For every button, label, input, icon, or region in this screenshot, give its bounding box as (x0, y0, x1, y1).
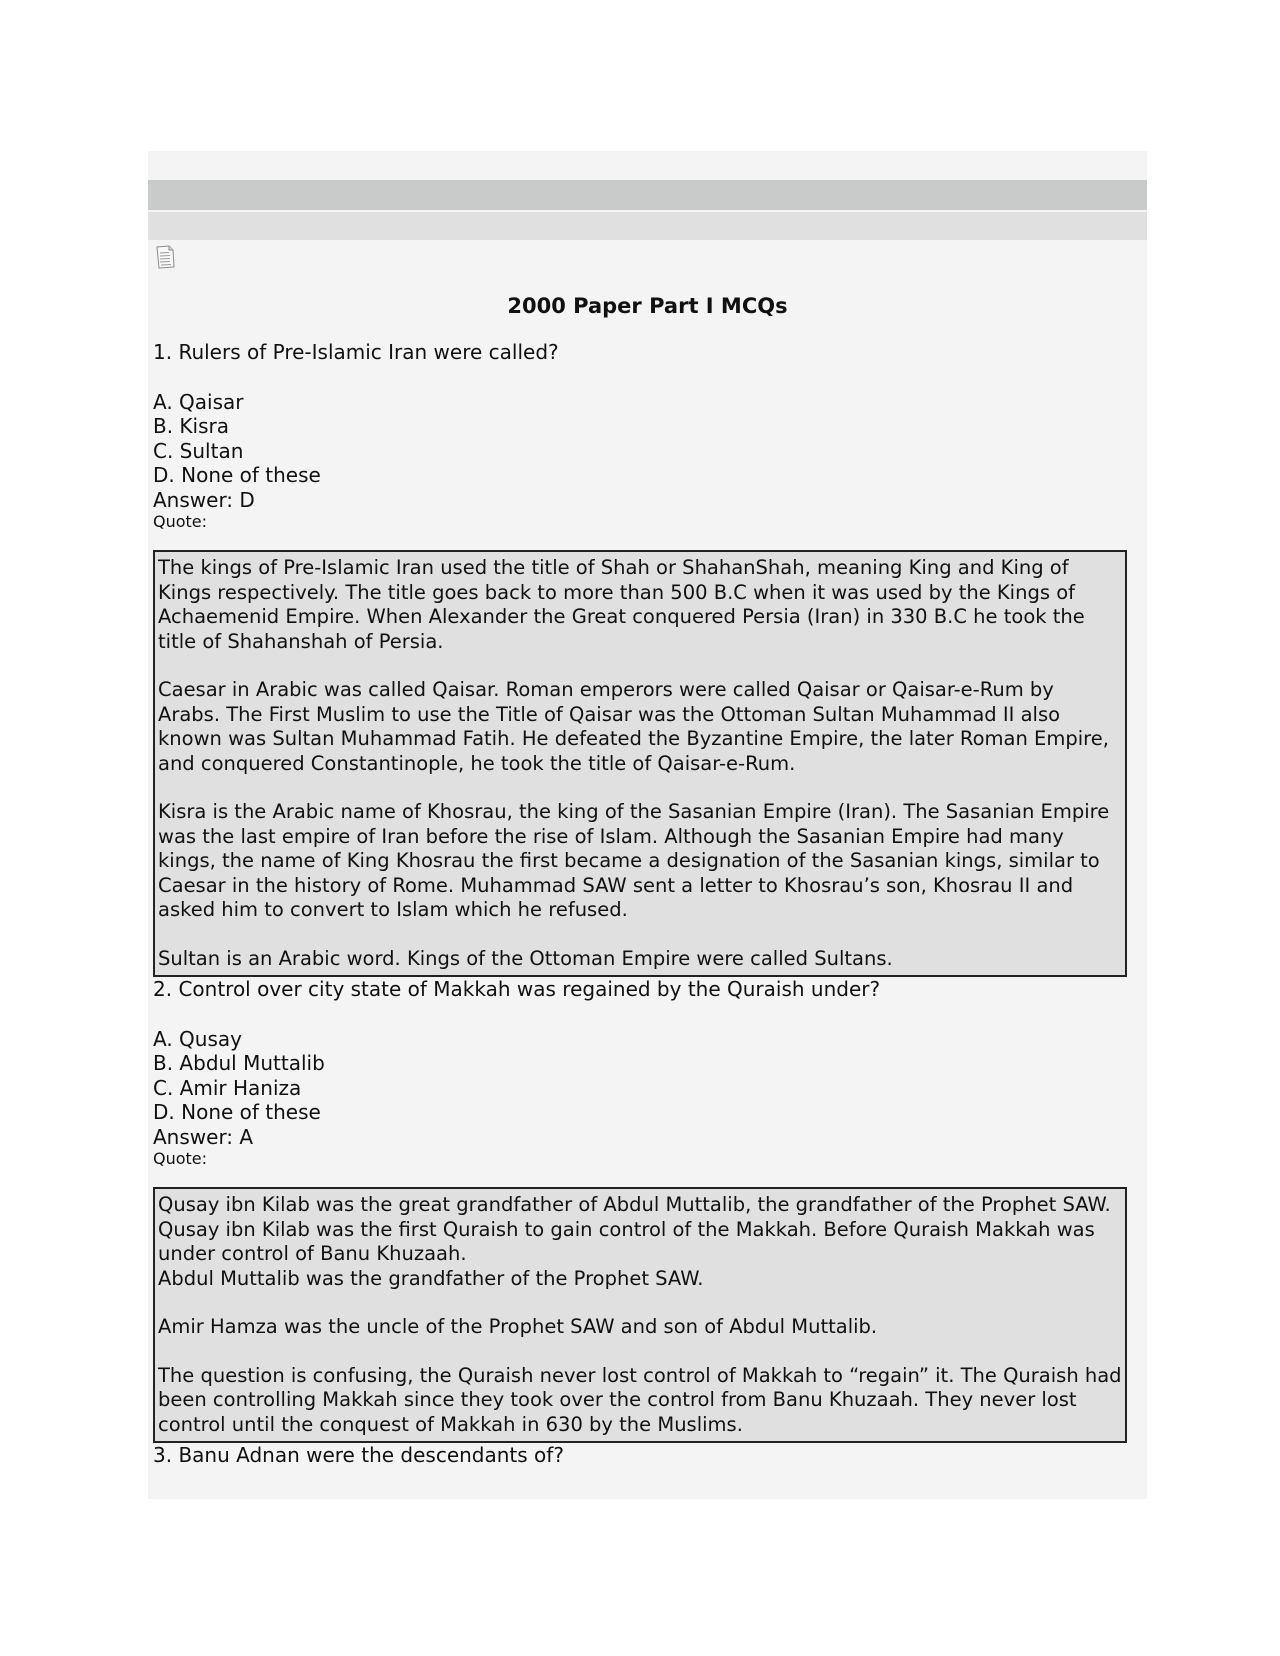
option-c: C. Amir Haniza (153, 1075, 302, 1100)
option-d: D. None of these (153, 463, 321, 487)
options-list (153, 1027, 1147, 1125)
question-text: 2. Control over city state of Makkah was regained by the Quraish under? (153, 977, 881, 1001)
quote-paragraph: Caesar in Arabic was called Qaisar. Roman emperors were called Qaisar or Qaisar-e-Rum by Arabs. The First Muslim to use the Title of Qaisar was the Ottoman Sultan Muhammad II also known was Sultan Muhammad Fatih. He defeated the Byzantine Empire, the later Roman Empire, and conquered Constantinople, he took the title of Qaisar-e-Rum. (158, 678, 1109, 775)
mcq-content (153, 340, 1147, 1468)
options-list (153, 390, 1147, 488)
header-bar (148, 180, 1147, 210)
question-1 (153, 340, 1147, 977)
quote-paragraph: Qusay ibn Kilab was the great grandfather of Abdul Muttalib, the grandfather of the Prophet SAW. Qusay ibn Kilab was the first Quraish to gain control of the Makkah. Before Quraish Makkah was under control of Banu Khuzaah. (158, 1193, 1111, 1265)
question-text: 3. Banu Adnan were the descendants of? (153, 1443, 564, 1467)
quote-box (153, 1187, 1127, 1443)
quote-label: Quote: (153, 512, 208, 531)
option-c: C. Sultan (153, 438, 244, 463)
quote-paragraph: Sultan is an Arabic word. Kings of the Ottoman Empire were called Sultans. (158, 946, 893, 970)
option-b: B. Abdul Muttalib (153, 1051, 325, 1075)
answer: Answer: A (153, 1124, 254, 1149)
quote-paragraph: Amir Hamza was the uncle of the Prophet SAW and son of Abdul Muttalib. (158, 1315, 878, 1338)
question-2 (153, 977, 1147, 1443)
question-text: 1. Rulers of Pre-Islamic Iran were called? (153, 340, 559, 364)
question-3 (153, 1443, 1147, 1468)
quote-box (153, 550, 1127, 977)
quote-paragraph: Kisra is the Arabic name of Khosrau, the king of the Sasanian Empire (Iran). The Sasanian Empire was the last empire of Iran before the rise of Islam. Although the Sasanian Empire had many kings, the name of King Khosrau the first became a designation of the Sasanian kings, similar to Caesar in the history of Rome. Muhammad SAW sent a letter to Khosrau’s son, Khosrau II and asked him to convert to Islam which he refused. (158, 800, 1110, 921)
quote-paragraph: Abdul Muttalib was the grandfather of the Prophet SAW. (158, 1266, 704, 1290)
answer: Answer: D (153, 487, 255, 512)
option-b: B. Kisra (153, 414, 230, 438)
option-a: A. Qaisar (153, 389, 244, 414)
subheader-bar (148, 212, 1147, 240)
quote-label: Quote: (153, 1149, 208, 1168)
page-title: 2000 Paper Part I MCQs (507, 294, 788, 318)
quote-paragraph: The question is confusing, the Quraish never lost control of Makkah to “regain” it. The Quraish had been controlling Makkah since they took over the control from Banu Khuzaah. They never lost control until the conquest of Makkah in 630 by the Muslims. (158, 1363, 1122, 1436)
option-d: D. None of these (153, 1100, 321, 1124)
quote-paragraph: The kings of Pre-Islamic Iran used the title of Shah or ShahanShah, meaning King and King of Kings respectively. The title goes back to more than 500 B.C when it was used by the Kings of Achaemenid Empire. When Alexander the Great conquered Persia (Iran) in 330 B.C he took the title of Shahanshah of Persia. (158, 556, 1085, 653)
document-icon (154, 245, 176, 269)
option-a: A. Qusay (153, 1026, 242, 1051)
